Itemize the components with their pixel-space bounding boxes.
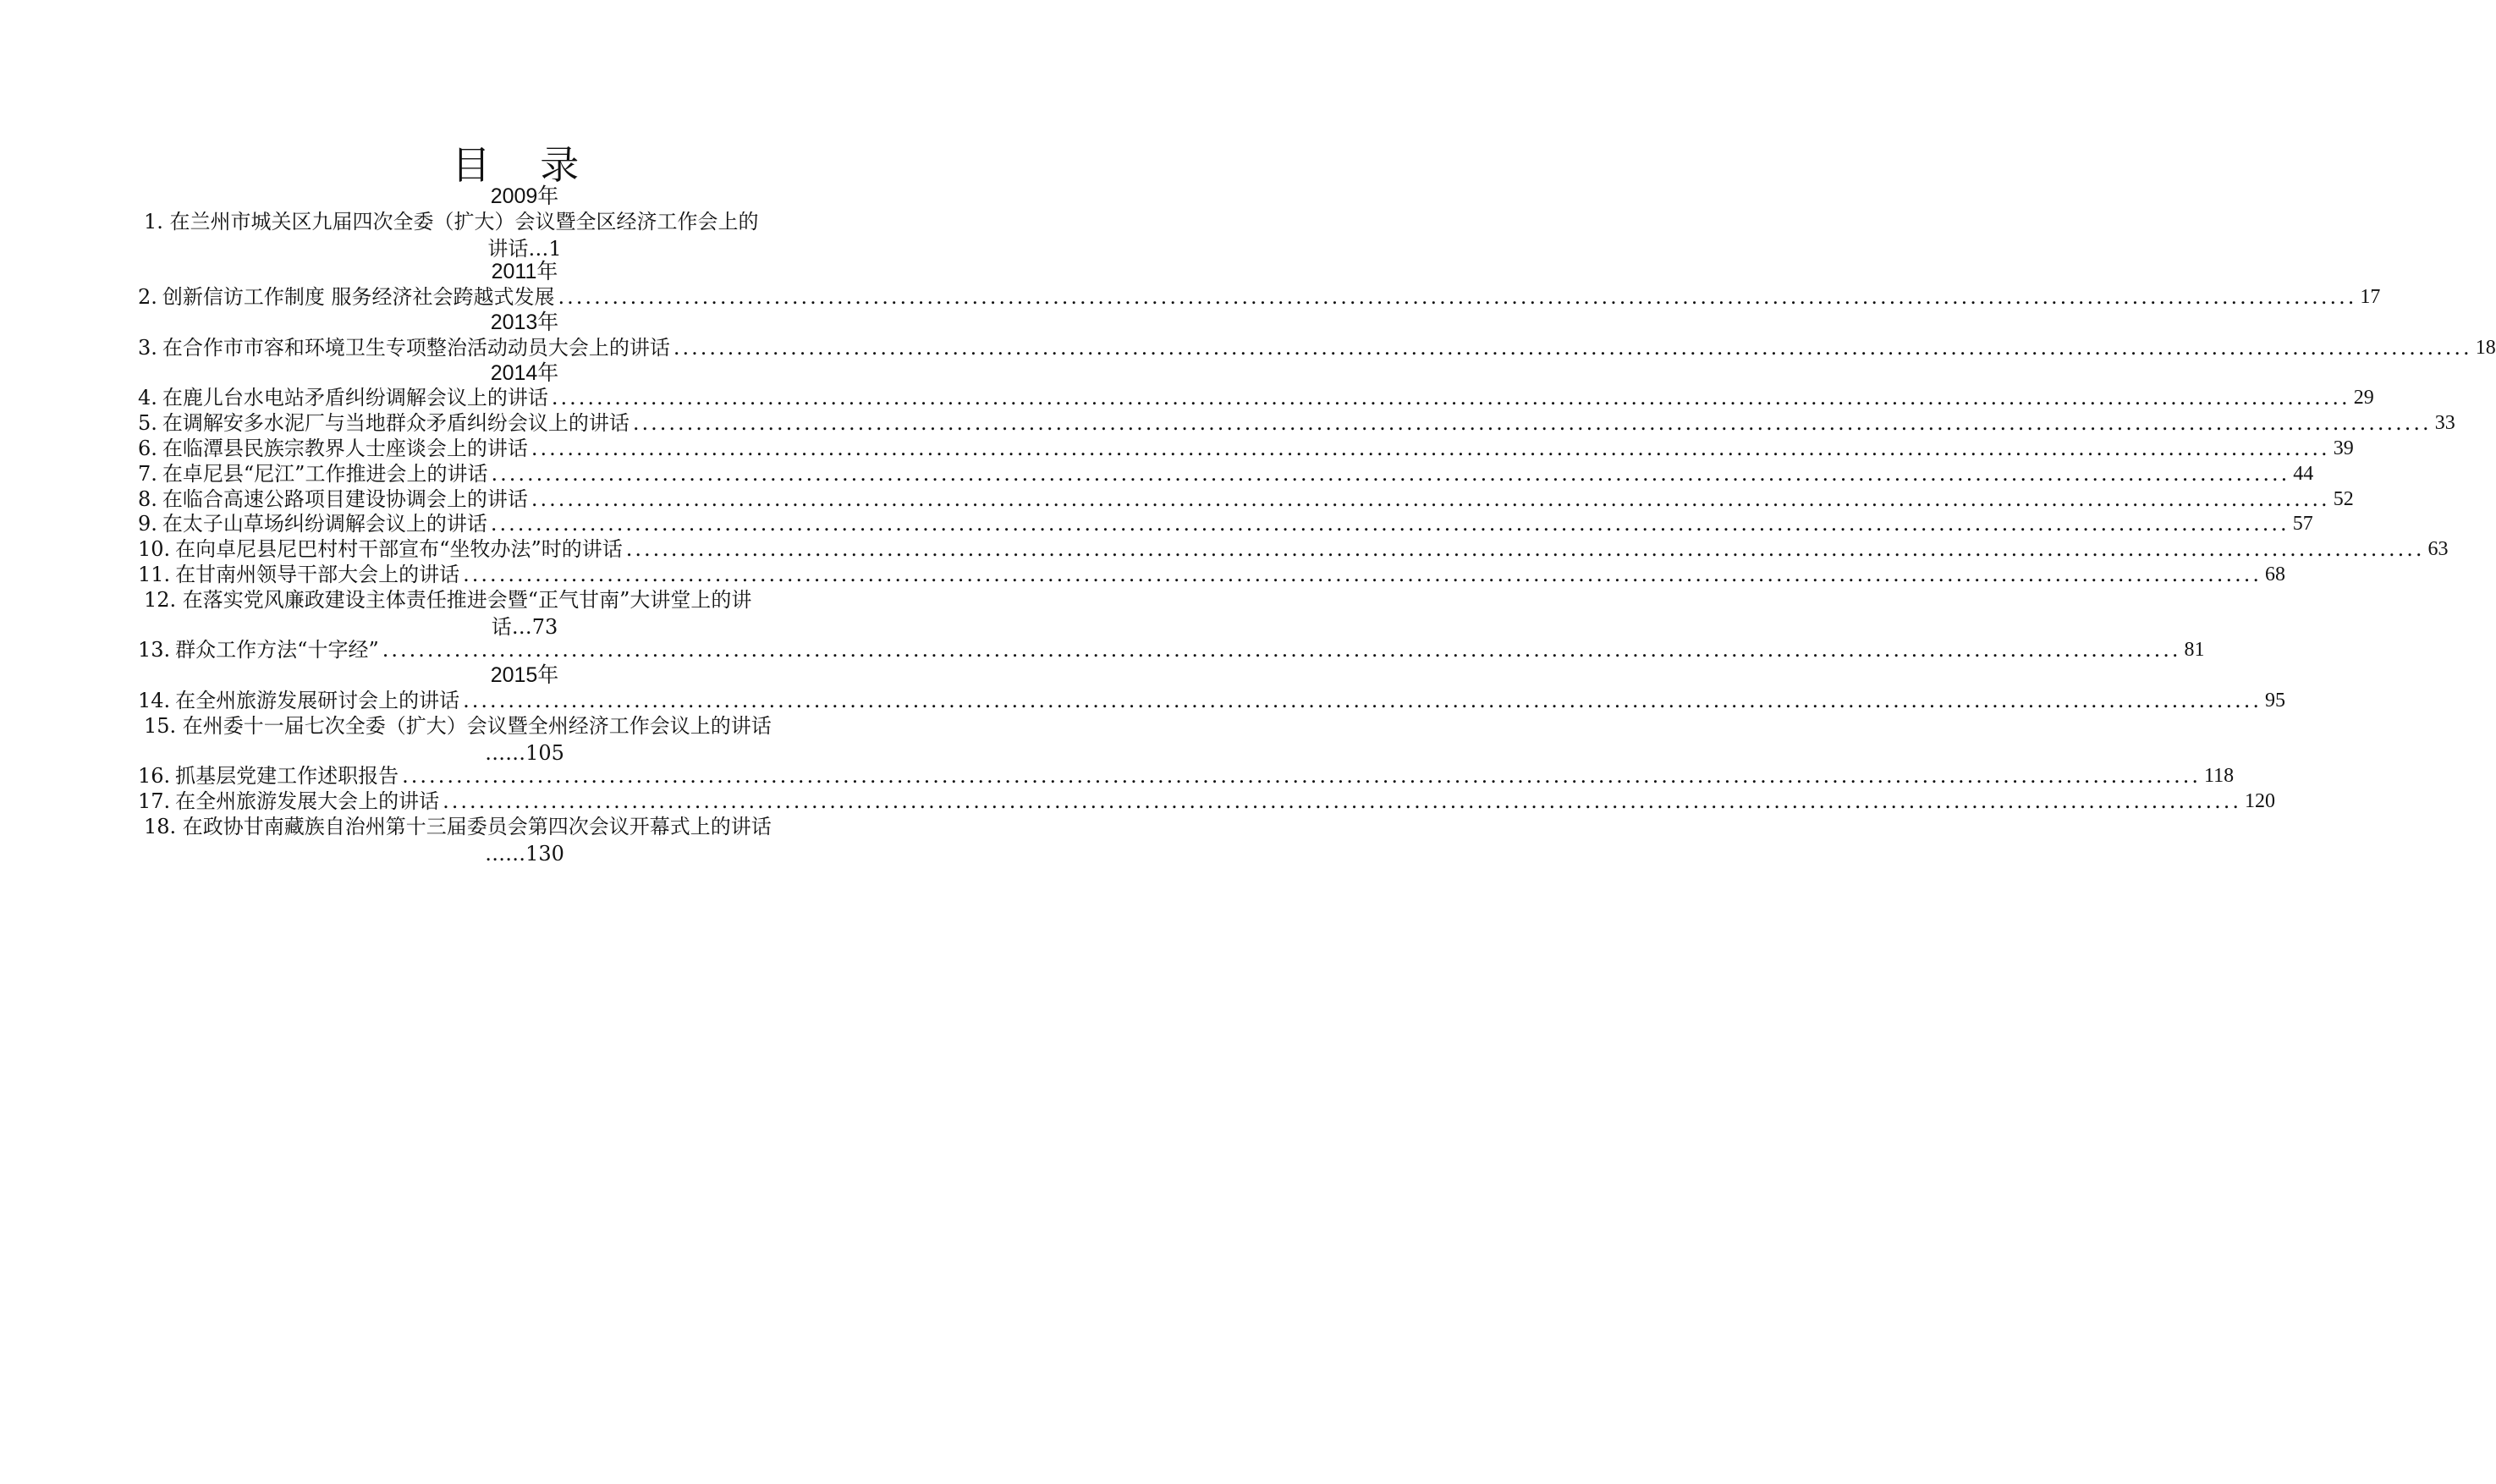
dot-leader: ........................................................................................................................................................................................................ bbox=[490, 512, 2290, 536]
toc-entry-continuation: ……130 bbox=[485, 842, 564, 866]
toc-entry-title: 抓基层党建工作述职报告 bbox=[175, 764, 399, 789]
toc-entry-number: 2. bbox=[138, 285, 157, 310]
toc-entry-number: 14. bbox=[138, 689, 171, 712]
toc-entry-page: 29 bbox=[2353, 387, 2374, 409]
toc-entry-continuation: 话…73 bbox=[491, 614, 558, 639]
toc-entry[interactable] bbox=[138, 409, 2455, 437]
toc-entry-title: 在卓尼县“尼江”工作推进会上的讲话 bbox=[162, 461, 488, 486]
toc-entry-page: 44 bbox=[2293, 462, 2314, 485]
toc-entry-number: 13. bbox=[138, 638, 171, 662]
toc-entry-continuation: 讲话…1 bbox=[487, 236, 562, 261]
dot-leader: ........................................................................................................................................................................................................ bbox=[625, 537, 2425, 562]
dot-leader: ........................................................................................................................................................................................................ bbox=[531, 486, 2330, 511]
toc-entry-title: 在向卓尼县尼巴村村干部宣布“坐牧办法”时的讲话 bbox=[175, 537, 623, 562]
year-heading: 2009年 bbox=[490, 184, 559, 208]
toc-entry-title: 在全州旅游发展研讨会上的讲话 bbox=[175, 689, 460, 712]
year-heading: 2013年 bbox=[490, 311, 559, 334]
toc-entry[interactable] bbox=[138, 510, 2313, 537]
toc-entry-page: 120 bbox=[2244, 790, 2275, 813]
page-title: 目 录 bbox=[451, 142, 598, 188]
toc-entry-number: 5. bbox=[138, 411, 157, 436]
toc-entry-number: 3. bbox=[138, 335, 157, 360]
toc-entry-title: 15. 在州委十一届七次全委（扩大）会议暨全州经济工作会议上的讲话 bbox=[144, 713, 772, 738]
toc-entry-page: 57 bbox=[2292, 513, 2313, 536]
toc-entry-number: 10. bbox=[138, 537, 171, 562]
dot-leader: ........................................................................................................................................................................................................ bbox=[491, 461, 2290, 486]
toc-entry-title: 18. 在政协甘南藏族自治州第十三届委员会第四次会议开幕式上的讲话 bbox=[144, 815, 772, 838]
toc-entry-number: 9. bbox=[138, 512, 157, 536]
toc-entry[interactable] bbox=[138, 334, 2496, 361]
toc-entry-title: 1. 在兰州市城关区九届四次全委（扩大）会议暨全区经济工作会上的 bbox=[144, 209, 759, 234]
toc-entry[interactable] bbox=[138, 384, 2374, 411]
year-heading: 2014年 bbox=[490, 360, 559, 385]
toc-entry-title: 在调解安多水泥厂与当地群众矛盾纠纷会议上的讲话 bbox=[162, 411, 629, 436]
toc-entry-title: 在鹿儿台水电站矛盾纠纷调解会议上的讲话 bbox=[162, 386, 548, 410]
toc-entry[interactable] bbox=[138, 788, 2275, 815]
toc-entry-page: 33 bbox=[2434, 412, 2455, 435]
toc-entry-title: 群众工作方法“十字经” bbox=[175, 638, 379, 662]
toc-entry-page: 17 bbox=[2360, 286, 2381, 309]
toc-entry-number: 7. bbox=[138, 461, 157, 486]
toc-entry-page: 18 bbox=[2475, 336, 2496, 359]
dot-leader: ........................................................................................................................................................................................................ bbox=[551, 386, 2350, 410]
dot-leader: ........................................................................................................................................................................................................ bbox=[632, 411, 2432, 436]
year-heading: 2011年 bbox=[491, 260, 558, 284]
toc-entry-title: 在临合高速公路项目建设协调会上的讲话 bbox=[162, 486, 528, 511]
toc-entry[interactable] bbox=[138, 636, 2205, 663]
toc-entry-page: 68 bbox=[2264, 563, 2285, 585]
dot-leader: ........................................................................................................................................................................................................ bbox=[443, 789, 2241, 814]
toc-entry-page: 95 bbox=[2264, 690, 2285, 712]
dot-leader: ........................................................................................................................................................................................................ bbox=[531, 437, 2330, 460]
toc-entry-title: 在临潭县民族宗教界人士座谈会上的讲话 bbox=[162, 437, 528, 460]
toc-entry-number: 6. bbox=[138, 437, 157, 460]
toc-entry-continuation: ……105 bbox=[485, 740, 564, 765]
toc-entry[interactable] bbox=[138, 536, 2449, 563]
year-heading: 2015年 bbox=[490, 663, 559, 688]
toc-entry-title: 12. 在落实党风廉政建设主体责任推进会暨“正气甘南”大讲堂上的讲 bbox=[144, 587, 752, 612]
toc-entry-page: 63 bbox=[2427, 538, 2449, 561]
toc-entry-title: 在太子山草场纠纷调解会议上的讲话 bbox=[162, 512, 487, 536]
toc-entry-page: 39 bbox=[2333, 437, 2354, 459]
toc-entry-page: 81 bbox=[2184, 639, 2205, 662]
dot-leader: ........................................................................................................................................................................................................ bbox=[463, 689, 2262, 712]
dot-leader: ........................................................................................................................................................................................................ bbox=[382, 638, 2181, 662]
dot-leader: ........................................................................................................................................................................................................ bbox=[402, 764, 2201, 789]
toc-entry-number: 8. bbox=[138, 486, 157, 511]
toc-entry-page: 118 bbox=[2203, 765, 2235, 788]
toc-entry-number: 11. bbox=[138, 563, 171, 586]
toc-entry[interactable] bbox=[138, 486, 2354, 513]
toc-entry[interactable] bbox=[138, 687, 2285, 714]
toc-entry-title: 在甘南州领导干部大会上的讲话 bbox=[175, 563, 460, 586]
toc-entry[interactable] bbox=[138, 460, 2314, 487]
toc-entry[interactable] bbox=[138, 762, 2235, 789]
toc-entry-title: 创新信访工作制度 服务经济社会跨越式发展 bbox=[162, 285, 555, 310]
toc-entry-page: 52 bbox=[2333, 487, 2354, 510]
dot-leader: ........................................................................................................................................................................................................ bbox=[673, 335, 2472, 360]
toc-entry[interactable] bbox=[138, 435, 2354, 462]
toc-entry[interactable] bbox=[138, 561, 2285, 588]
toc-entry-title: 在合作市市容和环境卫生专项整治活动动员大会上的讲话 bbox=[162, 335, 670, 360]
toc-entry-number: 17. bbox=[138, 789, 171, 814]
dot-leader: ........................................................................................................................................................................................................ bbox=[558, 285, 2357, 310]
toc-entry[interactable] bbox=[138, 283, 2381, 311]
toc-entry-number: 4. bbox=[138, 386, 157, 410]
toc-entry-number: 16. bbox=[138, 764, 171, 789]
dot-leader: ........................................................................................................................................................................................................ bbox=[463, 563, 2262, 586]
toc-entry-title: 在全州旅游发展大会上的讲话 bbox=[175, 789, 440, 814]
